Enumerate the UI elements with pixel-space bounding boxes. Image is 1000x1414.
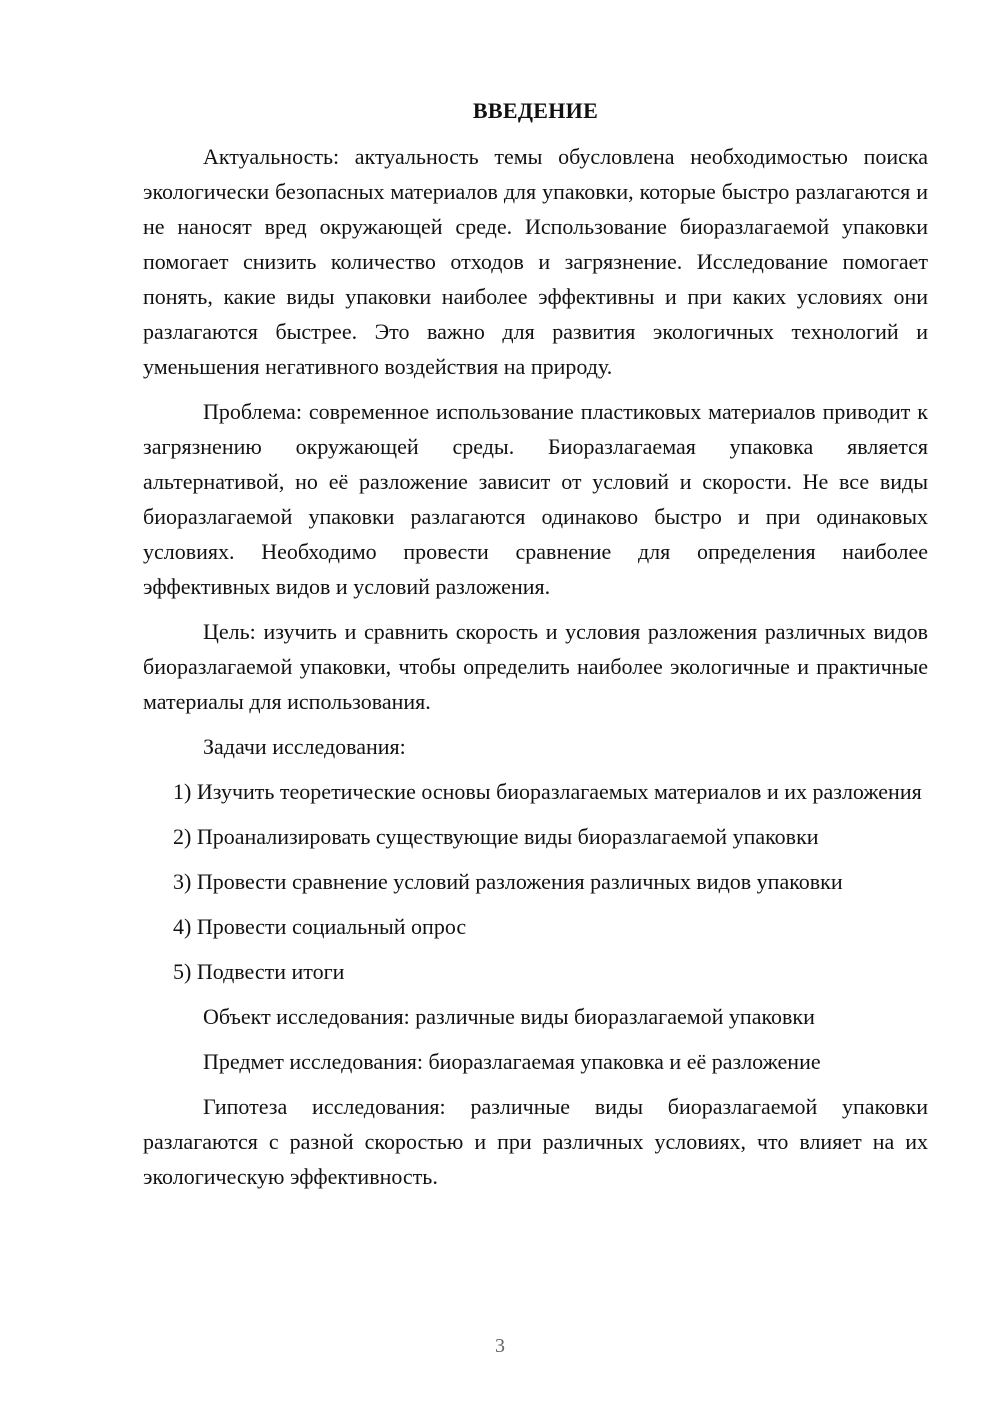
task-item-2: 2) Проанализировать существующие виды биоразлагаемой упаковки	[173, 824, 819, 849]
tasks-heading: Задачи исследования:	[203, 734, 406, 759]
document-page	[143, 94, 928, 1194]
task-item-3: 3) Провести сравнение условий разложения различных видов упаковки	[173, 869, 843, 894]
paragraph-problem: Проблема: современное использование пластиковых материалов приводит к загрязнению окружающей среды. Биоразлагаемая упаковка является альтернативой, но её разложение зависит от условий и скорости. Не все виды биоразлагаемой упаковки разлагаются одинаково быстро и при одинаковых условиях. Необходимо провести сравнение для определения наиболее эффективных видов и условий разложения.	[143, 399, 928, 599]
task-item-4: 4) Провести социальный опрос	[173, 914, 467, 939]
paragraph-object: Объект исследования: различные виды биоразлагаемой упаковки	[203, 1004, 815, 1029]
paragraph-actuality: Актуальность: актуальность темы обусловлена необходимостью поиска экологически безопасных материалов для упаковки, которые быстро разлагаются и не наносят вред окружающей среде. Использование биоразлагаемой упаковки помогает снизить количество отходов и загрязнение. Исследование помогает понять, какие виды упаковки наиболее эффективны и при каких условиях они разлагаются быстрее. Это важно для развития экологичных технологий и уменьшения негативного воздействия на природу.	[143, 144, 928, 379]
section-title: ВВЕДЕНИЕ	[472, 98, 599, 123]
task-item-5: 5) Подвести итоги	[173, 959, 345, 984]
page-number: 3	[495, 1335, 505, 1357]
paragraph-goal: Цель: изучить и сравнить скорость и условия разложения различных видов биоразлагаемой упаковки, чтобы определить наиболее экологичные и практичные материалы для использования.	[143, 619, 928, 714]
task-item-1: 1) Изучить теоретические основы биоразлагаемых материалов и их разложения	[173, 779, 922, 804]
paragraph-hypothesis: Гипотеза исследования: различные виды биоразлагаемой упаковки разлагаются с разной скоростью и при различных условиях, что влияет на их экологическую эффективность.	[143, 1094, 928, 1189]
paragraph-subject: Предмет исследования: биоразлагаемая упаковка и её разложение	[203, 1049, 821, 1074]
